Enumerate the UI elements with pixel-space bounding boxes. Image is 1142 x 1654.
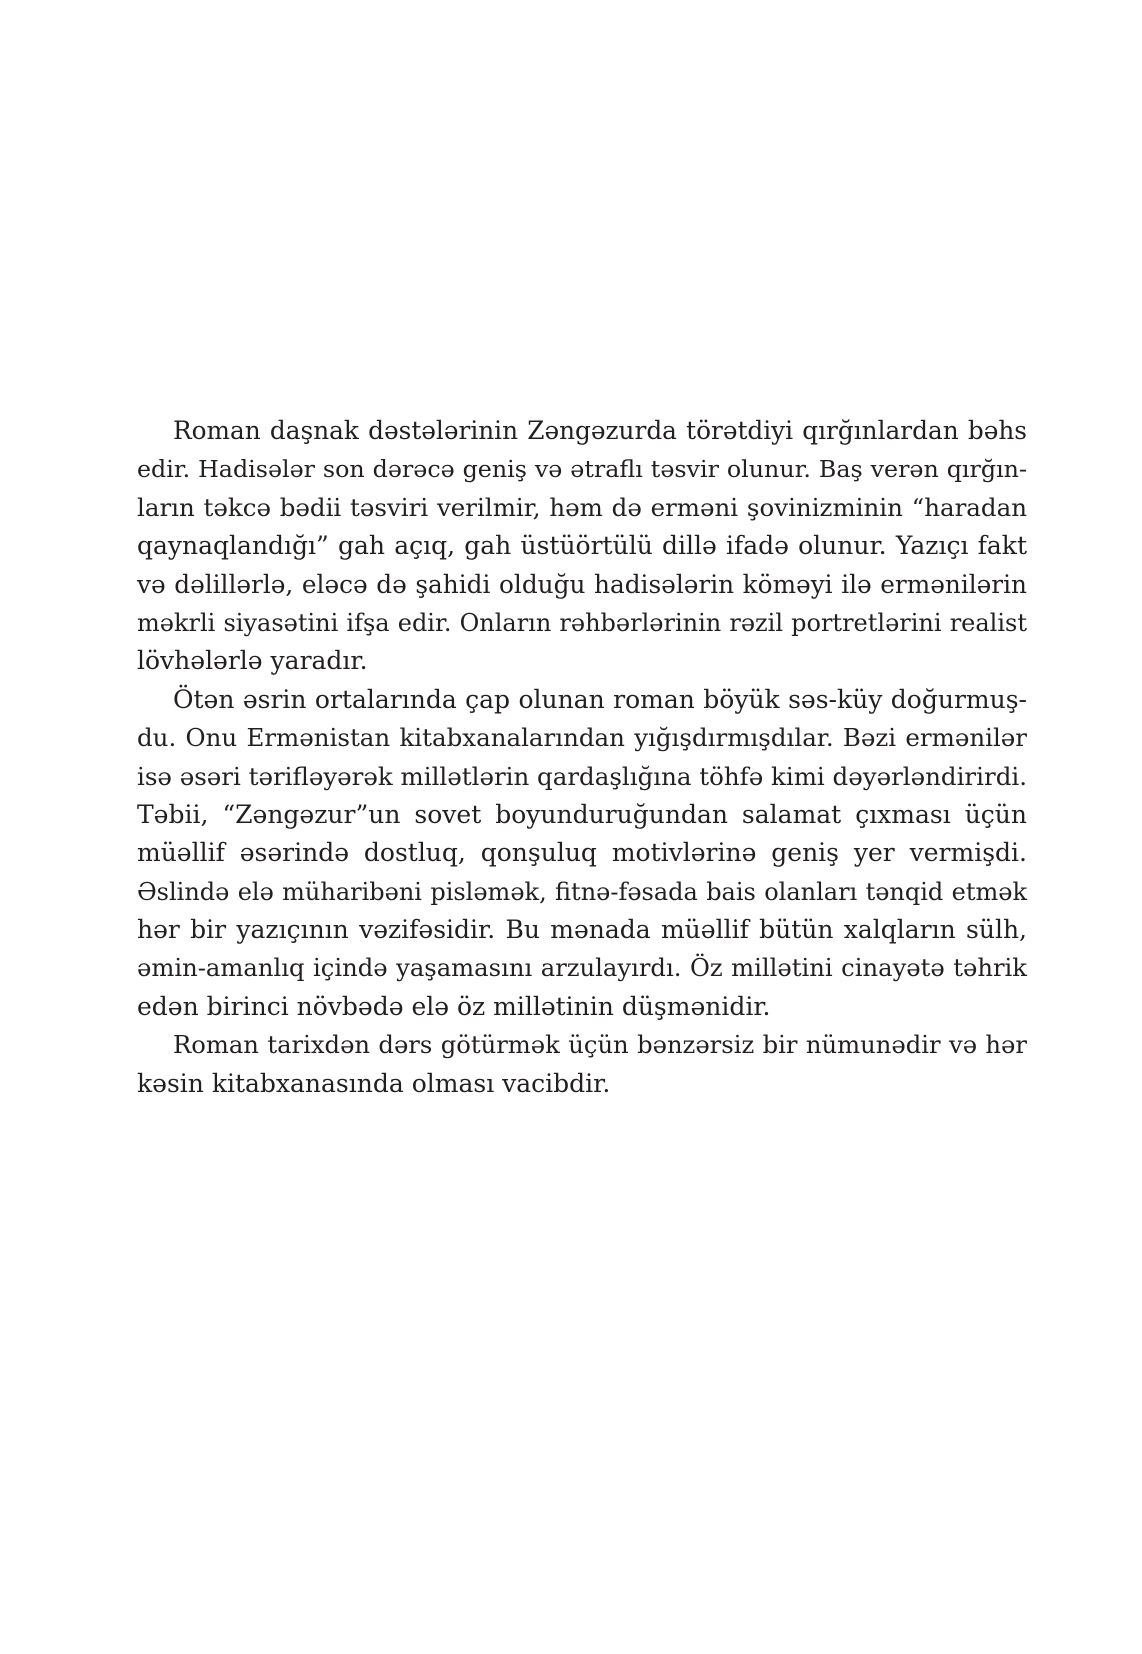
text-line: du. Onu Ermənistan kitabxanalarından yığışdırmışdılar. Bəzi ermənilər (137, 723, 1027, 753)
paragraph-1 (137, 412, 1027, 681)
text-line: Roman tarixdən dərs götürmək üçün bənzərsiz bir nümunədir və hər (173, 1030, 1027, 1060)
text-line: kəsin kitabxanasında olması vacibdir. (137, 1068, 611, 1098)
text-line: qaynaqlandığı” gah açıq, gah üstüörtülü dillə ifadə olunur. Yazıçı fakt (137, 531, 1027, 561)
text-line: məkrli siyasətini ifşa edir. Onların rəhbərlərinin rəzil portretlərini realist (137, 608, 1027, 637)
text-line: lövhələrlə yaradır. (137, 646, 368, 676)
text-line: Əslində elə müharibəni pisləmək, fitnə-fəsada bais olanları tənqid etmək (137, 877, 1027, 906)
text-line: müəllif əsərində dostluq, qonşuluq motivlərinə geniş yer vermişdi. (137, 838, 1027, 868)
text-line: edən birinci növbədə elə öz millətinin düşmənidir. (137, 991, 771, 1021)
text-line: edir. Hadisələr son dərəcə geniş və ətraflı təsvir olunur. Baş verən qırğın- (137, 455, 1027, 484)
text-line: ların təkcə bədii təsviri verilmir, həm də erməni şovinizminin “haradan (137, 492, 1027, 522)
text-line: əmin-amanlıq içində yaşamasını arzulayırdı. Öz millətini cinayətə təhrik (137, 953, 1027, 983)
text-line: və dəlillərlə, eləcə də şahidi olduğu hadisələrin köməyi ilə ermənilərin (137, 569, 1027, 599)
text-line: hər bir yazıçının vəzifəsidir. Bu mənada müəllif bütün xalqların sülh, (137, 915, 1027, 945)
text-line: Roman daşnak dəstələrinin Zəngəzurda törətdiyi qırğınlardan bəhs (173, 416, 1027, 445)
text-line: Ötən əsrin ortalarında çap olunan roman böyük səs-küy doğurmuş- (173, 684, 1027, 714)
paragraph-2 (137, 681, 1027, 1027)
paragraph-3 (137, 1026, 1027, 1103)
body-text (137, 412, 1027, 1103)
text-line: Təbii, “Zəngəzur”un sovet boyunduruğundan salamat çıxması üçün (137, 799, 1027, 829)
text-line: isə əsəri tərifləyərək millətlərin qardaşlığına töhfə kimi dəyərləndirirdi. (137, 761, 1027, 791)
